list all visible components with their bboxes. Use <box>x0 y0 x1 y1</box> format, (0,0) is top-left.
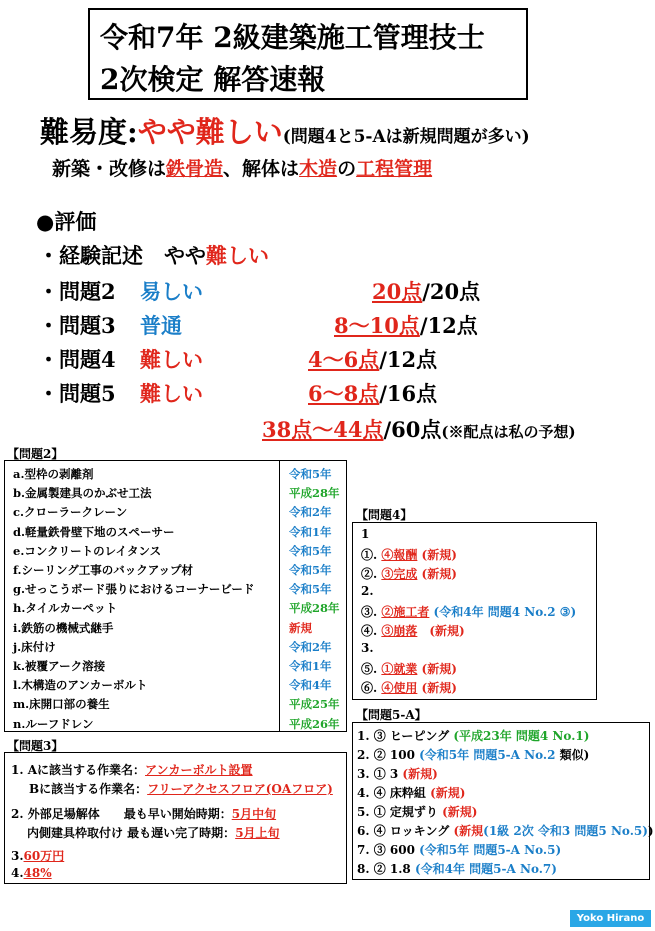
p3-q: 3. <box>11 849 24 863</box>
p5-part-c: 類似 <box>559 748 584 762</box>
problem4-row <box>361 565 457 582</box>
problem5-row <box>357 860 557 877</box>
title-box <box>88 8 528 100</box>
problem4-row <box>361 641 374 655</box>
eval-total: /20点 <box>422 279 481 304</box>
problem2-year: 令和5年 <box>289 543 332 558</box>
problem2-year: 令和1年 <box>289 659 332 673</box>
p4-answer: ③崩落 <box>381 624 418 638</box>
eval-label: ・経験記述 やや <box>38 243 206 268</box>
difficulty-value: やや難しい <box>137 115 283 149</box>
eval-total-note: (※配点は私の予想) <box>441 423 576 441</box>
difficulty-label: 難易度: <box>40 115 138 149</box>
p4-answer: ④使用 <box>381 681 418 695</box>
problem4-row <box>361 603 576 620</box>
problem5-row <box>357 784 465 801</box>
eval-score-q2 <box>372 276 480 306</box>
p4-num: 1 <box>361 527 370 541</box>
problem3-label: 【問題3】 <box>7 739 64 753</box>
problem2-year: 新規 <box>289 620 312 635</box>
problem2-year: 令和2年 <box>289 639 332 654</box>
subtitle-text-3: の <box>337 158 357 180</box>
p4-source: (新規) <box>417 624 465 638</box>
evaluation-row-essay <box>38 240 269 270</box>
problem2-year: 令和1年 <box>289 524 332 539</box>
difficulty-note: (問題4と5-Aは新規問題が多い) <box>282 127 530 147</box>
p4-answer: ③完成 <box>381 567 418 581</box>
eval-total: /16点 <box>379 381 438 406</box>
problem5-label: 【問題5-A】 <box>356 708 427 722</box>
problem2-year: 平成28年 <box>289 601 340 616</box>
p4-num: 2. <box>361 584 374 598</box>
p3-q: 内側建具枠取付け 最も遅い完了時期： <box>27 826 236 840</box>
p4-answer: ①就業 <box>381 662 418 676</box>
problem2-item: j.床付け <box>13 639 56 654</box>
problem3-box <box>4 752 347 884</box>
problem2-item: d.軽量鉄骨壁下地のスペーサー <box>13 524 175 539</box>
evaluation-row-q5 <box>38 378 116 408</box>
evaluation-row-q2 <box>38 276 116 306</box>
problem2-item: k.被覆アーク溶接 <box>13 659 106 673</box>
problem2-item: c.クローラークレーン <box>13 505 128 520</box>
eval-score-q5 <box>308 378 437 408</box>
eval-total: /12点 <box>379 347 438 372</box>
p4-answer: ②施工者 <box>381 605 430 619</box>
subtitle-text-1: 新築・改修は <box>52 158 167 180</box>
problem2-item: e.コンクリートのレイタンス <box>13 543 162 558</box>
evaluation-row-q4 <box>38 344 116 374</box>
eval-label: ・問題5 <box>38 381 116 406</box>
problem5-row <box>357 727 589 744</box>
eval-level-q3: 普通 <box>140 313 182 338</box>
problem2-item: n.ルーフドレン <box>13 716 94 731</box>
p5-part-b: (新規) <box>430 786 466 800</box>
p5-part-b: (令和4年 問題5-A No.7) <box>414 862 557 876</box>
p5-part-a: 6. ④ ロッキング <box>357 824 454 838</box>
p5-part-b: (平成23年 問題4 No.1) <box>453 729 590 743</box>
problem2-box <box>4 460 347 732</box>
difficulty-line <box>40 110 530 151</box>
p5-part-a: 7. ③ 600 <box>357 843 420 857</box>
problem2-year: 令和5年 <box>289 582 332 597</box>
p3-ans: 5月中旬 <box>231 807 277 821</box>
p4-source: (令和4年 問題4 No.2 ③) <box>429 605 577 619</box>
p4-num: ⑤. <box>361 662 382 676</box>
eval-score: 20点 <box>372 279 423 304</box>
subtitle-steel: 鉄骨造 <box>166 158 224 180</box>
title-line-2: 2次検定 解答速報 <box>100 63 326 96</box>
problem2-item: h.タイルカーペット <box>13 601 118 616</box>
p4-num: ①. <box>361 548 382 562</box>
problem4-row <box>361 584 374 598</box>
p5-part-d: ) <box>647 824 654 838</box>
problem5-row <box>357 803 477 820</box>
problem2-item: m.床開口部の養生 <box>13 697 110 712</box>
eval-label: ・問題4 <box>38 347 116 372</box>
eval-level: 難しい <box>206 243 269 268</box>
p4-num: ④. <box>361 624 382 638</box>
p4-source: (新規) <box>417 548 457 562</box>
eval-score: 4～6点 <box>308 347 380 372</box>
p3-ans: フリーアクセスフロア(OAフロア) <box>147 782 333 796</box>
subtitle-line <box>52 154 432 181</box>
problem2-year: 令和5年 <box>289 563 332 577</box>
problem3-row-2a <box>11 805 276 822</box>
problem5-row <box>357 746 589 763</box>
problem5-row <box>357 841 561 858</box>
evaluation-heading: ●評価 <box>36 209 97 234</box>
problem5-row <box>357 822 654 839</box>
problem3-row-1a <box>11 761 253 778</box>
p4-answer: ④報酬 <box>381 548 418 562</box>
p5-part-b: (令和5年 問題5-A No.5) <box>419 843 562 857</box>
problem4-row <box>361 660 457 677</box>
problem2-year: 令和5年 <box>289 467 332 481</box>
eval-total-max: /60点 <box>383 417 442 442</box>
problem2-year: 令和4年 <box>289 678 332 693</box>
problem2-divider <box>279 461 280 731</box>
eval-total-score: 38点～44点 <box>262 417 384 442</box>
eval-level-q5: 難しい <box>140 381 203 406</box>
p5-part-a: 5. ① 定規ずり <box>357 805 443 819</box>
problem2-item: l.木構造のアンカーボルト <box>13 678 148 693</box>
p4-source: (新規) <box>417 681 457 695</box>
p3-ans: アンカーボルト設置 <box>145 763 253 777</box>
title-line-1: 令和7年 2級建築施工管理技士 <box>100 21 485 54</box>
p3-q: 2. 外部足場解体 最も早い開始時期： <box>11 807 232 821</box>
problem2-item: g.せっこうボード張りにおけるコーナービード <box>13 582 255 597</box>
problem2-label: 【問題2】 <box>7 447 64 461</box>
p5-part-a: 2. ② 100 <box>357 748 420 762</box>
eval-total-line <box>262 414 576 444</box>
p4-num: ⑥. <box>361 681 382 695</box>
eval-score-q3 <box>334 310 478 340</box>
subtitle-wood: 木造 <box>299 158 338 180</box>
eval-score-q4 <box>308 344 437 374</box>
problem2-year: 平成26年 <box>289 716 340 731</box>
p5-part-a: 4. ④ 床粋組 <box>357 786 431 800</box>
problem4-box <box>352 522 597 700</box>
p5-part-b: (新規) <box>442 805 478 819</box>
evaluation-row-q3 <box>38 310 116 340</box>
problem3-row-3 <box>11 847 64 864</box>
p3-q: Bに該当する作業名： <box>29 782 148 796</box>
p4-source: (新規) <box>417 662 457 676</box>
p3-ans: 60万円 <box>23 849 65 863</box>
problem2-item: b.金属製建具のかぶせ工法 <box>13 486 152 501</box>
eval-total: /12点 <box>419 313 478 338</box>
problem5-row <box>357 765 438 782</box>
problem5-box <box>352 722 654 880</box>
p4-num: ③. <box>361 605 382 619</box>
eval-label: ・問題3 <box>38 313 116 338</box>
problem2-year: 令和2年 <box>289 505 332 520</box>
eval-score: 8～10点 <box>334 313 420 338</box>
problem3-row-2b <box>27 824 280 841</box>
p4-num: 3. <box>361 641 374 655</box>
problem2-item: a.型枠の剥離剤 <box>13 467 94 481</box>
p5-part-a: 3. ① 3 <box>357 767 403 781</box>
problem4-row <box>361 679 457 696</box>
p5-part-b: (新規 <box>453 824 484 838</box>
eval-level-q4: 難しい <box>140 347 203 372</box>
author-watermark: Yoko Hirano <box>570 910 651 927</box>
problem3-row-4 <box>11 866 52 880</box>
problem4-row <box>361 527 369 541</box>
problem2-year: 平成25年 <box>289 697 340 712</box>
p5-part-d: ) <box>583 748 590 762</box>
problem2-item: i.鉄筋の機械式継手 <box>13 620 114 635</box>
subtitle-text-2: 、解体は <box>223 158 300 180</box>
eval-level-q2: 易しい <box>140 279 203 304</box>
p4-source: (新規) <box>417 567 457 581</box>
p3-q: 4. <box>11 866 24 880</box>
p5-part-a: 1. ③ ヒーピング <box>357 729 454 743</box>
eval-label: ・問題2 <box>38 279 116 304</box>
p5-part-c: (1級 2次 令和3 問題5 No.5) <box>483 824 648 838</box>
p3-q: 1. Aに該当する作業名： <box>11 763 146 777</box>
problem4-row <box>361 546 457 563</box>
problem3-row-1b <box>29 780 333 797</box>
eval-score: 6～8点 <box>308 381 380 406</box>
problem2-item: f.シーリング工事のバックアップ材 <box>13 563 194 577</box>
subtitle-process: 工程管理 <box>356 158 433 180</box>
problem2-year: 平成28年 <box>289 486 340 501</box>
p5-part-b: (令和5年 問題5-A No.2 <box>419 748 560 762</box>
p5-part-b: (新規) <box>402 767 438 781</box>
p4-num: ②. <box>361 567 382 581</box>
problem4-row <box>361 622 465 639</box>
p3-ans: 5月上旬 <box>235 826 280 840</box>
p3-ans: 48% <box>23 866 52 880</box>
problem4-label: 【問題4】 <box>356 508 413 522</box>
p5-part-a: 8. ② 1.8 <box>357 862 415 876</box>
